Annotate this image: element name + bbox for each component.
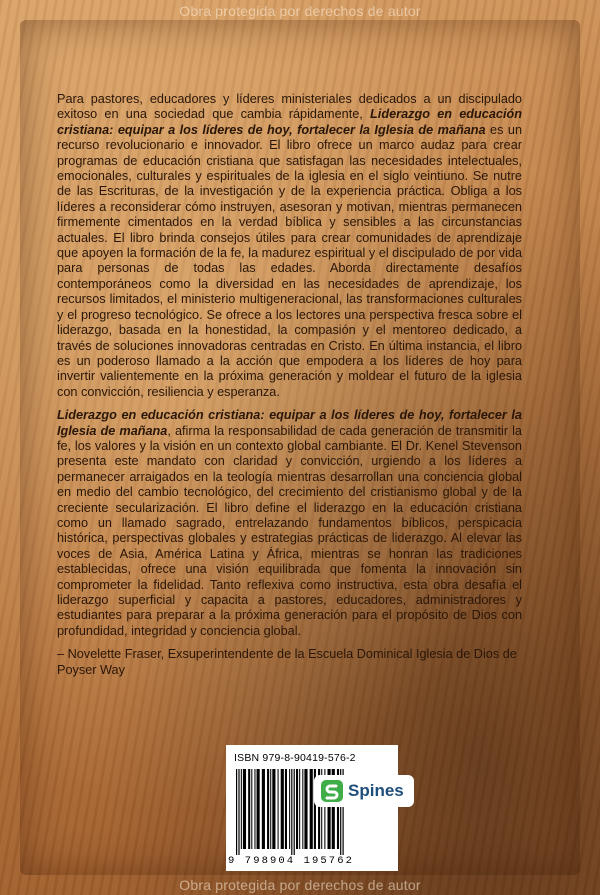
isbn-label: ISBN 979-8-90419-576-2: [234, 752, 356, 764]
back-cover-blurb: [57, 92, 522, 686]
blurb-intro-text: Para pastores, educadores y líderes ministeriales dedicados a un discipulado exitoso en una sociedad que cambia rápidamente,: [57, 92, 522, 122]
blurb-body-text: es un recurso revolucionario e innovador. El libro ofrece un marco audaz para crear programas de educación cristiana que satisfagan las necesidades intelectuales, emocionales, culturales y espirituales de la iglesia en el siglo veintiuno. Se nutre de las Escrituras, de la investigación y de la experiencia práctica. Obliga a los líderes a reconsiderar cómo instruyen, asesoran y motivan, mientras permanecen firmemente cimentados en la verdad bíblica y sensibles a las circunstancias actuales. El libro brinda consejos útiles para crear comunidades de aprendizaje que apoyen la formación de la fe, la madurez espiritual y el discipulado de por vida para personas de todas las edades. Aborda directamente desafíos contemporáneos como la diversidad en las necesidades de aprendizaje, los recursos limitados, el ministerio multigeneracional, las transformaciones culturales y el progreso tecnológico. Se ofrece a los lectores una perspectiva fresca sobre el liderazgo, basada en la honestidad, la compasión y el mentoreo dedicado, a través de soluciones innovadoras centradas en Cristo. En última instancia, el libro es un poderoso llamado a la acción que empodera a los líderes de hoy para invertir valientemente en la próxima generación y moldear el futuro de la iglesia con convicción, resiliencia y esperanza.: [57, 122, 522, 399]
publisher-logo: [314, 775, 414, 807]
publisher-name: Spines: [348, 781, 404, 800]
isbn-barcode-box: [226, 745, 398, 871]
watermark-bottom: Obra protegida por derechos de autor: [179, 877, 421, 893]
book-title-italic-2: Liderazgo en educación cristiana: equipar a los líderes de hoy, fortalecer la Iglesia de mañana: [57, 408, 522, 438]
blurb-paragraph-1: [57, 92, 522, 400]
endorsement-attribution: – Novelette Fraser, Exsuperintendente de la Escuela Dominical Iglesia de Dios de Poyser Way: [57, 647, 517, 677]
watermark-top: Obra protegida por derechos de autor: [179, 3, 421, 19]
barcode-digits: 9 798904 195762: [228, 855, 355, 867]
blurb-paragraph-2: [57, 408, 522, 639]
blurb-body-text-2: , afirma la responsabilidad de cada generación de transmitir la fe, los valores y la visión en un contexto global cambiante. El Dr. Kenel Stevenson presenta este mandato con claridad y convicción, urgiendo a los líderes a permanecer arraigados en la teología mientras desarrollan una conciencia global en medio del cambio tecnológico, del crecimiento del cristianismo global y de la creciente secularización. El libro define el liderazgo en la educación cristiana como un llamado sagrado, entrelazando fundamentos bíblicos, perspicacia histórica, perspectivas globales y estrategias prácticas de liderazgo. Al elevar las voces de Asia, América Latina y África, mientras se honran las tradiciones establecidas, ofrece una visión equilibrada que fomenta la innovación sin comprometer la fidelidad. Tanto reflexiva como instructiva, esta obra desafía el liderazgo superficial y capacita a pastores, educadores, administradores y estudiantes para preparar a la próxima generación para el propósito de Dios con profundidad, integridad y conciencia global.: [57, 423, 522, 638]
spines-logo-icon: [320, 779, 344, 803]
book-title-italic: Liderazgo en educación cristiana: equipar a los líderes de hoy, fortalecer la Iglesia de mañana: [57, 107, 522, 137]
